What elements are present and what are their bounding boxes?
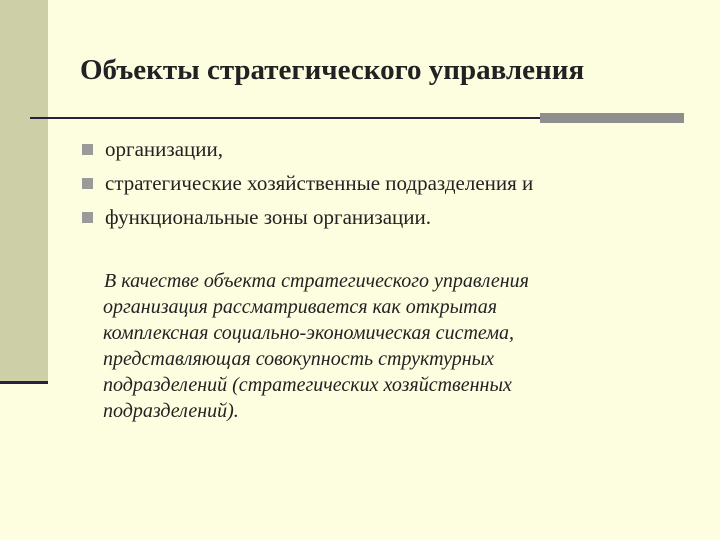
list-item: [82, 200, 533, 234]
bullet-text: организации,: [105, 136, 223, 161]
sidebar-decoration: [0, 0, 48, 383]
square-bullet-icon: [82, 212, 93, 223]
list-item: [82, 166, 533, 200]
paragraph-line: подразделений).: [103, 400, 239, 422]
paragraph-line: организация рассматривается как открытая: [103, 296, 498, 318]
title-divider-accent: [540, 113, 684, 123]
square-bullet-icon: [82, 178, 93, 189]
paragraph-line: подразделений (стратегических хозяйственных: [103, 374, 512, 396]
paragraph-line: представляющая совокупность структурных: [103, 348, 495, 370]
sidebar-underline: [0, 381, 48, 384]
bullet-list: [82, 132, 533, 234]
slide-title: Объекты стратегического управления: [80, 54, 585, 86]
paragraph-line: комплексная социально-экономическая система,: [103, 322, 515, 344]
paragraph-line: В качестве объекта стратегического управления: [104, 270, 529, 292]
bullet-text: стратегические хозяйственные подразделения и: [105, 170, 534, 195]
title-divider-line: [30, 117, 540, 119]
list-item: [82, 132, 533, 166]
square-bullet-icon: [82, 144, 93, 155]
bullet-text: функциональные зоны организации.: [105, 204, 431, 229]
definition-paragraph: [103, 268, 663, 424]
